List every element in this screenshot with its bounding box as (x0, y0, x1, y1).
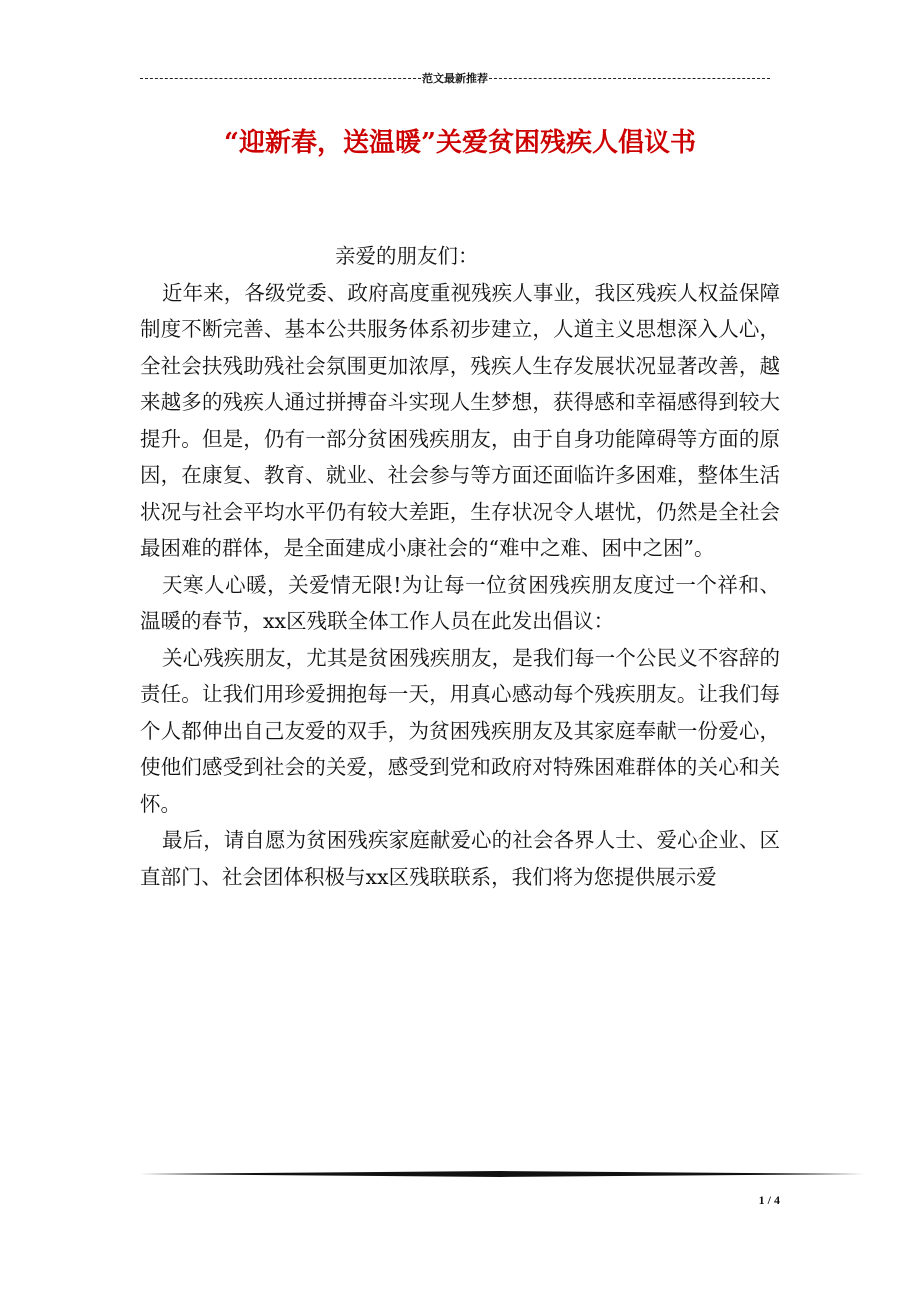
document-body (140, 238, 780, 895)
footer-divider (140, 1171, 864, 1177)
document-title: “迎新春，送温暖”关爱贫困残疾人倡议书 (224, 128, 696, 158)
header-banner-label: 范文最新推荐 (422, 73, 488, 85)
paragraph-2: 天寒人心暖，关爱情无限!为让每一位贫困残疾朋友度过一个祥和、温暖的春节，xx区残联全体工作人员在此发出倡议： (140, 572, 780, 633)
paragraph-4: 最后，请自愿为贫困残疾家庭献爱心的社会各界人士、爱心企业、区直部门、社会团体积极与xx区残联联系，我们将为您提供展示爱 (140, 828, 780, 889)
header-banner (140, 70, 770, 86)
paragraph-3: 关心残疾朋友，尤其是贫困残疾朋友，是我们每一个公民义不容辞的责任。让我们用珍爱拥抱每一天，用真心感动每个残疾朋友。让我们每个人都伸出自己友爱的双手，为贫困残疾朋友及其家庭奉献一份爱心，使他们感受到社会的关爱，感受到党和政府对特殊困难群体的关心和关怀。 (140, 645, 780, 816)
header-dashed-line-right (489, 78, 770, 79)
header-dashed-line-left (140, 78, 421, 79)
page-indicator: 1 / 4 (758, 1193, 780, 1207)
paragraph-1: 近年来，各级党委、政府高度重视残疾人事业，我区残疾人权益保障制度不断完善、基本公共服务体系初步建立，人道主义思想深入人心，全社会扶残助残社会氛围更加浓厚，残疾人生存发展状况显著改善，越来越多的残疾人通过拼搏奋斗实现人生梦想，获得感和幸福感得到较大提升。但是，仍有一部分贫困残疾朋友，由于自身功能障碍等方面的原因，在康复、教育、就业、社会参与等方面还面临许多困难，整体生活状况与社会平均水平仍有较大差距，生存状况令人堪忧，仍然是全社会最困难的群体，是全面建成小康社会的“难中之难、困中之困”。 (140, 280, 780, 560)
greeting: 亲爱的朋友们： (335, 244, 479, 268)
